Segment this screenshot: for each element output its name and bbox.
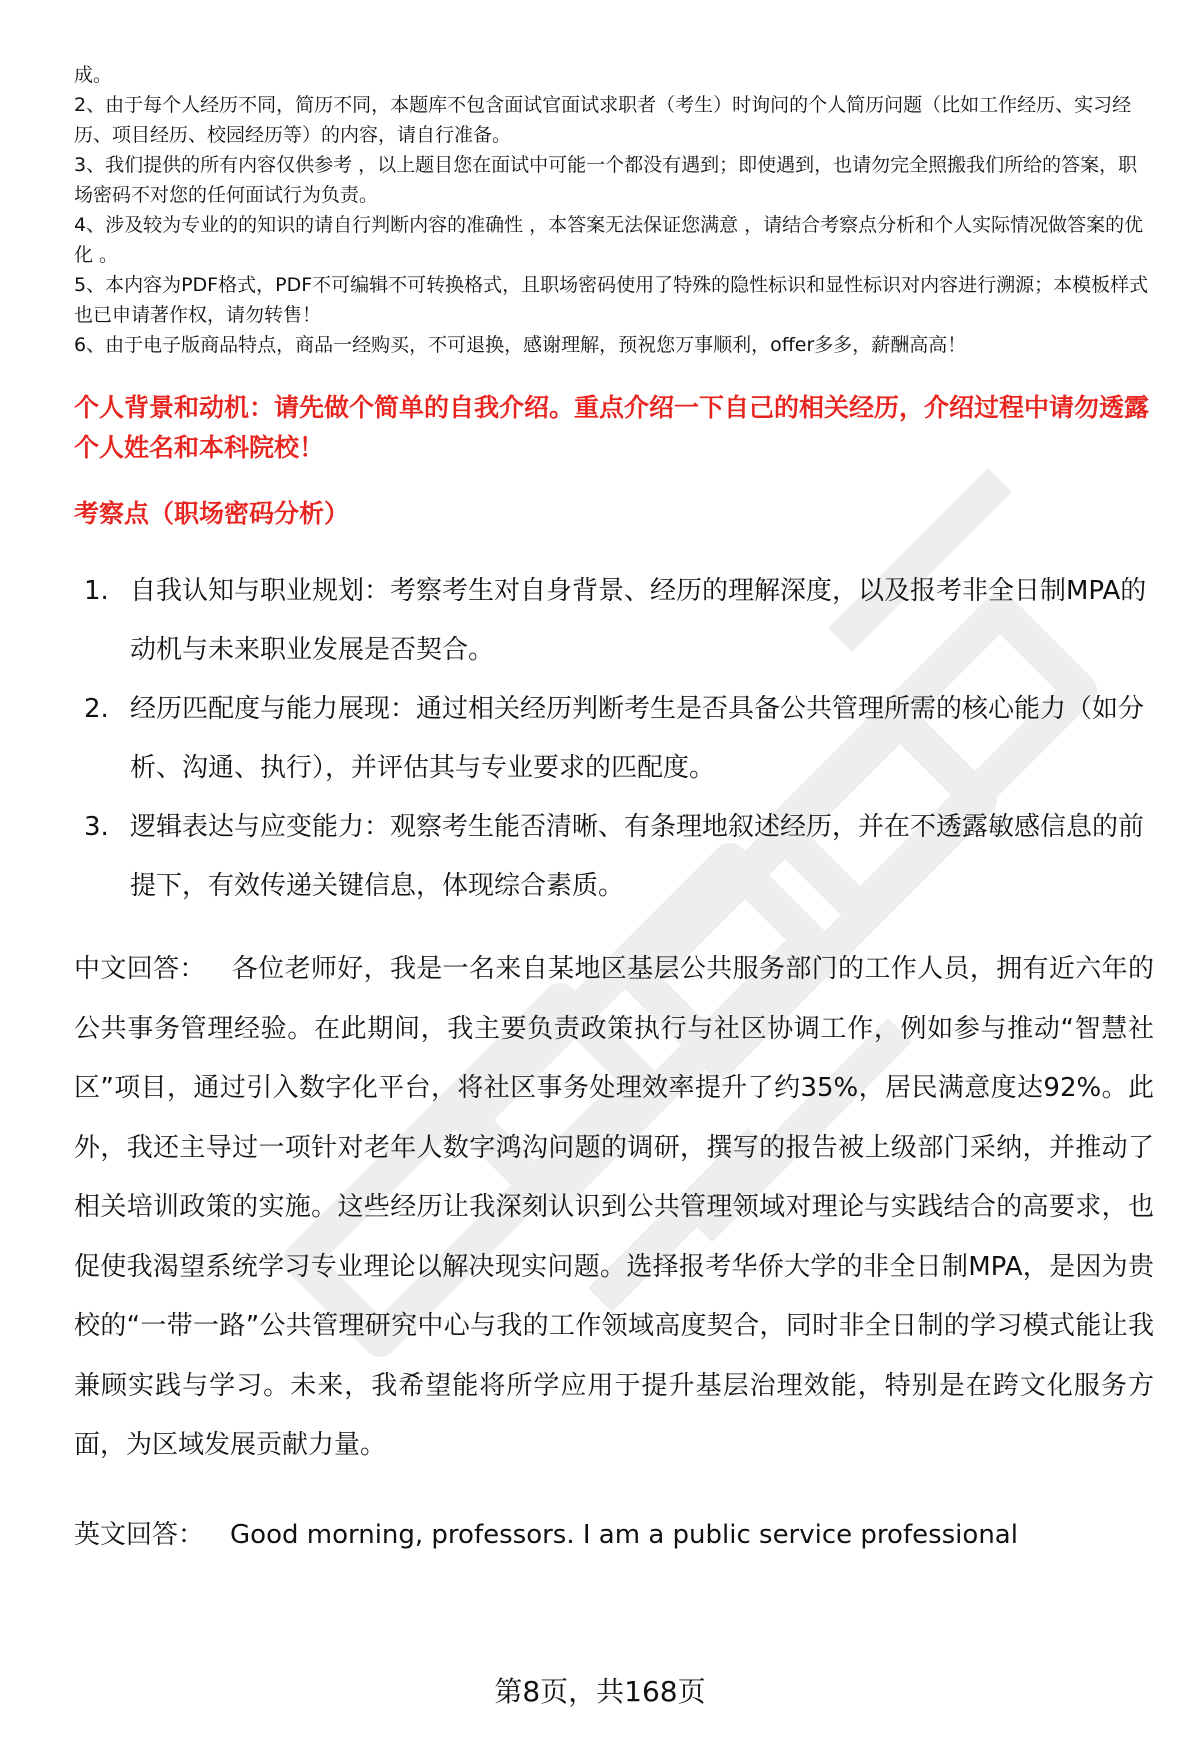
point-text: 自我认知与职业规划：考察考生对自身背景、经历的理解深度，以及报考非全日制MPA的动机与未来职业发展是否契合。 xyxy=(130,576,1147,665)
answer-english-text: Good morning, professors. I am a public service professional xyxy=(230,1519,1018,1550)
note-item: 成。 xyxy=(74,64,113,86)
point-number: 2. xyxy=(84,694,109,724)
notes-list xyxy=(74,60,1154,360)
answer-english-label: 英文回答： xyxy=(74,1519,205,1550)
point-text: 经历匹配度与能力展现：通过相关经历判断考生是否具备公共管理所需的核心能力（如分析、沟通、执行），并评估其与专业要求的匹配度。 xyxy=(130,694,1145,783)
note-item: 6、由于电子版商品特点，商品一经购买，不可退换，感谢理解，预祝您万事顺利，offer多多，薪酬高高！ xyxy=(74,334,967,356)
point-text: 逻辑表达与应变能力：观察考生能否清晰、有条理地叙述经历，并在不透露敏感信息的前提下，有效传递关键信息，体现综合素质。 xyxy=(130,812,1145,901)
point-item xyxy=(74,680,1154,798)
page-footer: 第8页，共168页 xyxy=(494,1675,706,1708)
note-item: 3、我们提供的所有内容仅供参考 ，以上题目您在面试中可能一个都没有遇到；即使遇到，也请勿完全照搬我们所给的答案，职场密码不对您的任何面试行为负责。 xyxy=(74,154,1138,206)
answer-chinese xyxy=(74,940,1154,1476)
answer-english xyxy=(74,1506,1154,1566)
points-heading: 考察点（职场密码分析） xyxy=(74,499,350,528)
point-item xyxy=(74,798,1154,916)
point-item xyxy=(74,562,1154,680)
answer-chinese-label: 中文回答： xyxy=(74,954,206,984)
points-list xyxy=(74,562,1154,916)
note-item: 5、本内容为PDF格式，PDF不可编辑不可转换格式，且职场密码使用了特殊的隐性标识和显性标识对内容进行溯源；本模板样式也已申请著作权，请勿转售！ xyxy=(74,274,1149,326)
note-item: 4、涉及较为专业的的知识的请自行判断内容的准确性 ，本答案无法保证您满意 ，请结合考察点分析和个人实际情况做答案的优化 。 xyxy=(74,214,1144,266)
page-content xyxy=(74,60,1154,1565)
answer-chinese-text: 各位老师好，我是一名来自某地区基层公共服务部门的工作人员，拥有近六年的公共事务管理经验。在此期间，我主要负责政策执行与社区协调工作，例如参与推动“智慧社区”项目，通过引入数字化平台，将社区事务处理效率提升了约35%，居民满意度达92%。此外，我还主导过一项针对老年人数字鸿沟问题的调研，撰写的报告被上级部门采纳，并推动了相关培训政策的实施。这些经历让我深刻认识到公共管理领域对理论与实践结合的高要求，也促使我渴望系统学习专业理论以解决现实问题。选择报考华侨大学的非全日制MPA，是因为贵校的“一带一路”公共管理研究中心与我的工作领域高度契合，同时非全日制的学习模式能让我兼顾实践与学习。未来，我希望能将所学应用于提升基层治理效能，特别是在跨文化服务方面，为区域发展贡献力量。 xyxy=(74,954,1154,1460)
point-number: 3. xyxy=(84,812,109,842)
question-heading: 个人背景和动机：请先做个简单的自我介绍。重点介绍一下自己的相关经历，介绍过程中请勿透露个人姓名和本科院校！ xyxy=(74,393,1150,462)
note-item: 2、由于每个人经历不同，简历不同，本题库不包含面试官面试求职者（考生）时询问的个人简历问题（比如工作经历、实习经历、项目经历、校园经历等）的内容，请自行准备。 xyxy=(74,94,1132,146)
point-number: 1. xyxy=(84,576,109,606)
